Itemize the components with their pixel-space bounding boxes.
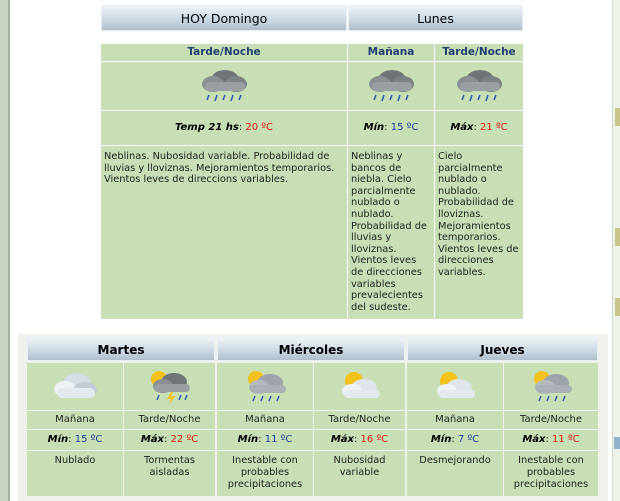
sun-cloud-icon (334, 368, 386, 406)
cloudy-icon (49, 368, 101, 406)
temperature-label: Máx (522, 434, 546, 445)
period-label: Mañana (27, 411, 123, 429)
period-label: Tarde/Noche (435, 44, 523, 61)
storm-rain-icon (144, 367, 196, 407)
forecast-description: Nublado (27, 451, 123, 496)
weather-icon-cell (407, 363, 503, 410)
temperature-value: 7 ºC (457, 434, 480, 445)
forecast-description: Cielo parcialmente nublado o nublado. Probabilidad de lloviznas. Mejoramientos temporarios. Vientos leves de direcciones variables. (435, 146, 523, 319)
forecast-description: Neblinas y bancos de niebla. Cielo parcialmente nublado o nublado. Probabilidad de lluvias y lloviznas. Vientos leves de direcciones variables prevalecientes del sudeste. (348, 146, 434, 319)
period-label: Tarde/Noche (124, 411, 215, 429)
min-temperature-cell: Mín: 7 ºC (407, 430, 503, 450)
left-border-strip (0, 0, 8, 501)
period-label: Mañana (217, 411, 313, 429)
max-temperature-cell: Máx: 22 ºC (124, 430, 215, 450)
weather-icon-cell (314, 363, 405, 410)
temperature-value: 20 ºC (245, 122, 273, 133)
sun-cloud-rain-icon (525, 367, 577, 407)
max-temperature-cell: Máx: 21 ºC (435, 111, 523, 145)
temperature-value: 15 ºC (74, 434, 103, 445)
weather-icon-cell (348, 62, 434, 110)
temperature-value: 15 ºC (390, 122, 419, 133)
right-edge-panel (612, 0, 620, 501)
forecast-description: Neblinas. Nubosidad variable. Probabilidad de lluvias y lloviznas. Mejoramientos temporarios. Vientos leves de direccions variables. (101, 146, 347, 319)
rain-cloud-icon (450, 66, 508, 106)
temperature-label: Mín (430, 434, 452, 445)
temperature-label: Máx (140, 434, 164, 445)
temperature-value: 16 ºC (360, 434, 389, 445)
temperature-label: Máx (330, 434, 354, 445)
temperature-label: Mín (363, 122, 385, 133)
left-border-line (8, 0, 10, 501)
right-edge-marker (614, 437, 620, 449)
temperature-label: Temp 21 hs (174, 122, 239, 133)
weather-icon-cell (27, 363, 123, 410)
period-label: Mañana (348, 44, 434, 61)
sun-cloud-rain-icon (239, 367, 291, 407)
min-temperature-cell: Mín: 15 ºC (348, 111, 434, 145)
max-temperature-cell: Máx: 11 ºC (504, 430, 598, 450)
day-header-lunes: Lunes (348, 5, 523, 31)
sun-cloud-icon (429, 368, 481, 406)
max-temperature-cell: Máx: 16 ºC (314, 430, 405, 450)
right-edge-marker (615, 108, 620, 126)
weather-icon-cell (124, 363, 215, 410)
rain-cloud-icon (362, 66, 420, 106)
weather-icon-cell (101, 62, 347, 110)
weather-icon-cell (435, 62, 523, 110)
temperature-label: Mín (47, 434, 69, 445)
min-temperature-cell: Mín: 11 ºC (217, 430, 313, 450)
weather-icon-cell (504, 363, 598, 410)
day-header-jueves: Jueves (407, 337, 598, 361)
rain-cloud-icon (195, 66, 253, 106)
weather-icon-cell (217, 363, 313, 410)
day-header-miercoles: Miércoles (217, 337, 405, 361)
temperature-value: 21 ºC (480, 122, 508, 133)
period-label: Tarde/Noche (504, 411, 598, 429)
period-label: Tarde/Noche (314, 411, 405, 429)
day-header-martes: Martes (27, 337, 215, 361)
day-header-hoy-domingo: HOY Domingo (101, 5, 347, 31)
forecast-description: Nubosidad variable (314, 451, 405, 496)
forecast-description: Desmejorando (407, 451, 503, 496)
temperature-cell: Temp 21 hs: 20 ºC (101, 111, 347, 145)
right-edge-marker (615, 298, 620, 316)
temperature-value: 22 ºC (170, 434, 199, 445)
period-label: Mañana (407, 411, 503, 429)
forecast-description: Inestable con probables precipitaciones (504, 451, 598, 496)
period-label: Tarde/Noche (101, 44, 347, 61)
min-temperature-cell: Mín: 15 ºC (27, 430, 123, 450)
temperature-value: 11 ºC (552, 434, 580, 445)
temperature-label: Mín (237, 434, 259, 445)
temperature-value: 11 ºC (264, 434, 293, 445)
forecast-description: Inestable con probables precipitaciones (217, 451, 313, 496)
forecast-description: Tormentas aisladas (124, 451, 215, 496)
right-edge-marker (615, 228, 620, 246)
temperature-label: Máx (450, 122, 474, 133)
